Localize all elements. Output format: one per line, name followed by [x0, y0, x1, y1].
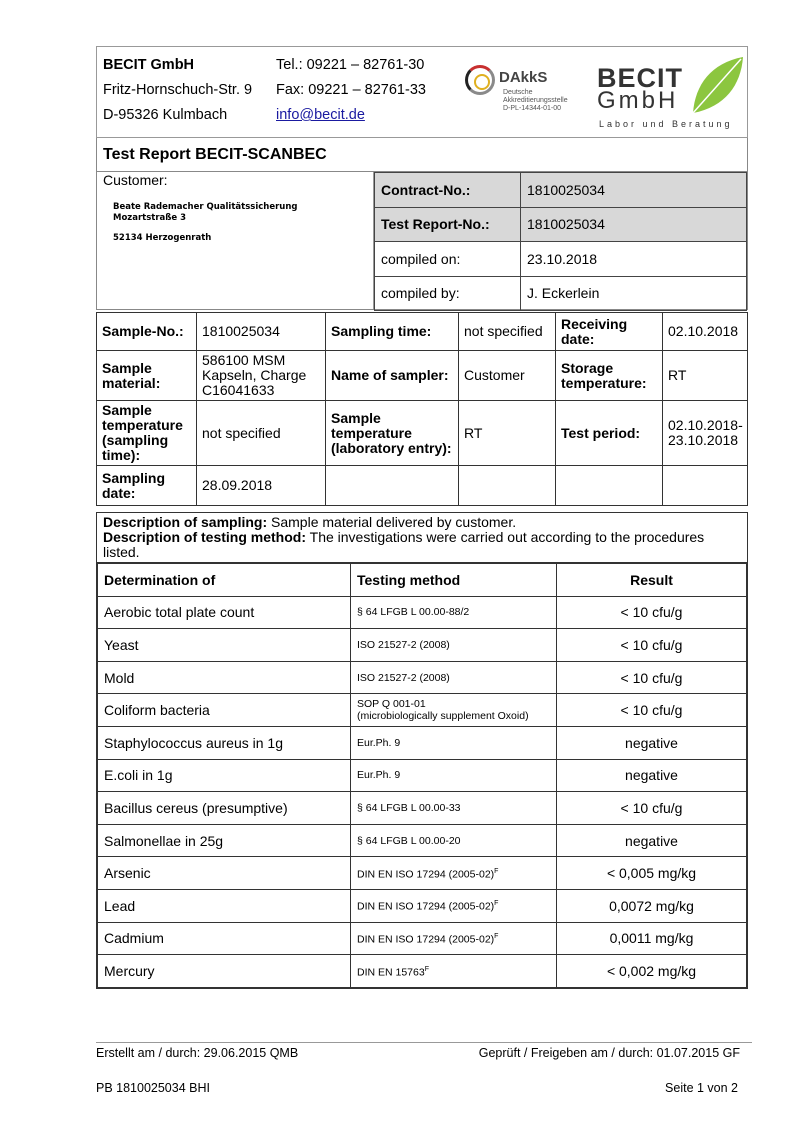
results-section — [96, 512, 748, 989]
compiled-on-label: compiled on: — [375, 242, 521, 277]
table-row — [98, 759, 747, 792]
sample-row-2 — [97, 351, 748, 401]
company-contact — [276, 53, 426, 128]
method-footnote: F — [494, 900, 499, 908]
customer-address — [113, 202, 367, 244]
determination-cell: Aerobic total plate count — [98, 596, 351, 629]
empty-cell — [556, 466, 663, 506]
test-period-label: Test period: — [556, 401, 663, 466]
table-row — [98, 824, 747, 857]
sampling-description-label: Description of sampling: — [103, 514, 268, 530]
dakks-ring-icon — [465, 65, 495, 95]
logo-tagline: Labor und Beratung — [599, 119, 733, 129]
result-cell: < 10 cfu/g — [557, 629, 747, 662]
dakks-line3: D-PL-14344-01-00 — [503, 105, 561, 112]
compiled-by-row — [375, 276, 747, 311]
determination-cell: Staphylococcus aureus in 1g — [98, 726, 351, 759]
result-cell: < 10 cfu/g — [557, 661, 747, 694]
col-header-result: Result — [557, 564, 747, 597]
becit-logo — [597, 55, 747, 131]
method-text: SOP Q 001-01 — [357, 698, 426, 711]
sample-row-4 — [97, 466, 748, 506]
contract-no-label: Contract-No.: — [375, 173, 521, 208]
customer-section — [97, 172, 374, 309]
receiving-date-label: Receiving date: — [556, 313, 663, 351]
sample-material-value: 586100 MSM Kapseln, Charge C16041633 — [197, 351, 326, 401]
sample-material-label: Sample material: — [97, 351, 197, 401]
table-row — [98, 694, 747, 727]
table-row — [98, 629, 747, 662]
results-header-row — [98, 564, 747, 597]
footer-approved: Geprüft / Freigeben am / durch: 01.07.2015 GF — [478, 1046, 740, 1060]
determination-cell: Arsenic — [98, 857, 351, 890]
table-row — [98, 922, 747, 955]
report-no-label: Test Report-No.: — [375, 207, 521, 242]
sample-no-value: 1810025034 — [197, 313, 326, 351]
determination-cell: Cadmium — [98, 922, 351, 955]
table-row — [98, 889, 747, 922]
result-cell: 0,0011 mg/kg — [557, 922, 747, 955]
table-row — [98, 792, 747, 825]
method-text: DIN EN ISO 17294 (2005-02) — [357, 868, 495, 881]
determination-cell: E.coli in 1g — [98, 759, 351, 792]
result-cell: 0,0072 mg/kg — [557, 889, 747, 922]
contract-info — [374, 172, 747, 311]
sampling-time-label: Sampling time: — [326, 313, 459, 351]
results-table — [97, 563, 747, 988]
compiled-by-label: compiled by: — [375, 276, 521, 311]
method-text: ISO 21527-2 (2008) — [357, 671, 450, 684]
temp-sampling-label: Sample temperature (sampling time): — [97, 401, 197, 466]
compiled-on-row — [375, 242, 747, 277]
empty-cell — [326, 466, 459, 506]
footer-created: Erstellt am / durch: 29.06.2015 QMB — [96, 1046, 299, 1060]
method-text: § 64 LFGB L 00.00-33 — [357, 801, 461, 814]
sampling-date-value: 28.09.2018 — [197, 466, 326, 506]
sample-info — [96, 312, 748, 506]
company-name: BECIT GmbH — [103, 57, 195, 73]
dakks-subtitle — [503, 89, 568, 113]
method-description — [103, 530, 741, 560]
determination-cell: Coliform bacteria — [98, 694, 351, 727]
sampling-description — [103, 515, 741, 530]
result-cell: < 10 cfu/g — [557, 694, 747, 727]
customer-city: 52134 Herzogenrath — [113, 233, 212, 243]
table-row — [98, 596, 747, 629]
col-header-determination: Determination of — [98, 564, 351, 597]
method-text: Eur.Ph. 9 — [357, 769, 401, 782]
sampling-description-text: Sample material delivered by customer. — [267, 514, 517, 530]
method-text: DIN EN ISO 17294 (2005-02) — [357, 933, 495, 946]
table-row — [98, 955, 747, 988]
method-text: Eur.Ph. 9 — [357, 736, 401, 749]
method-text: § 64 LFGB L 00.00-88/2 — [357, 606, 470, 619]
sample-table — [96, 312, 748, 506]
table-row — [98, 726, 747, 759]
description — [97, 513, 747, 563]
sample-row-3 — [97, 401, 748, 466]
method-description-label: Description of testing method: — [103, 529, 306, 545]
method-cell — [351, 694, 557, 727]
company-city: D-95326 Kulmbach — [103, 107, 228, 123]
method-cell — [351, 661, 557, 694]
method-cell — [351, 792, 557, 825]
determination-cell: Mercury — [98, 955, 351, 988]
result-cell: negative — [557, 759, 747, 792]
determination-cell: Lead — [98, 889, 351, 922]
method-cell — [351, 629, 557, 662]
method-footnote: F — [494, 933, 499, 941]
contract-no-value: 1810025034 — [521, 173, 747, 208]
method-text: DIN EN 15763 — [357, 966, 425, 979]
company-tel: Tel.: 09221 – 82761-30 — [276, 57, 425, 73]
footer-page: Seite 1 von 2 — [665, 1081, 738, 1095]
contract-row — [375, 173, 747, 208]
method-cell — [351, 889, 557, 922]
method-note: (microbiologically supplement Oxoid) — [357, 710, 529, 723]
result-cell: < 0,002 mg/kg — [557, 955, 747, 988]
method-cell — [351, 922, 557, 955]
logo-gmbh: GmbH — [597, 87, 679, 114]
result-cell: negative — [557, 824, 747, 857]
table-row — [98, 661, 747, 694]
method-text: § 64 LFGB L 00.00-20 — [357, 834, 461, 847]
result-cell: < 10 cfu/g — [557, 596, 747, 629]
temp-lab-label: Sample temperature (laboratory entry): — [326, 401, 459, 466]
test-period-value: 02.10.2018-23.10.2018 — [663, 401, 748, 466]
method-text: DIN EN ISO 17294 (2005-02) — [357, 900, 495, 913]
sampler-label: Name of sampler: — [326, 351, 459, 401]
dakks-line2: Akkreditierungsstelle — [503, 97, 568, 104]
result-cell: < 0,005 mg/kg — [557, 857, 747, 890]
footer-divider — [96, 1042, 752, 1043]
temp-sampling-value: not specified — [197, 401, 326, 466]
method-cell — [351, 824, 557, 857]
sampling-date-label: Sampling date: — [97, 466, 197, 506]
method-footnote: F — [494, 867, 499, 875]
footer-doc-id: PB 1810025034 BHI — [96, 1081, 210, 1095]
method-cell — [351, 955, 557, 988]
determination-cell: Yeast — [98, 629, 351, 662]
report-no-row — [375, 207, 747, 242]
method-cell — [351, 726, 557, 759]
compiled-by-value: J. Eckerlein — [521, 276, 747, 311]
company-address — [103, 53, 252, 128]
determination-cell: Bacillus cereus (presumptive) — [98, 792, 351, 825]
receiving-date-value: 02.10.2018 — [663, 313, 748, 351]
logo-becit: BECIT — [597, 63, 683, 93]
storage-value: RT — [663, 351, 748, 401]
dakks-logo — [465, 61, 575, 121]
method-cell — [351, 596, 557, 629]
table-row — [98, 857, 747, 890]
result-cell: < 10 cfu/g — [557, 792, 747, 825]
sample-row-1 — [97, 313, 748, 351]
letterhead — [96, 46, 748, 138]
customer-street: Mozartstraße 3 — [113, 213, 187, 223]
company-email-link[interactable]: info@becit.de — [276, 107, 365, 123]
compiled-on-value: 23.10.2018 — [521, 242, 747, 277]
determination-cell: Mold — [98, 661, 351, 694]
method-text: ISO 21527-2 (2008) — [357, 638, 450, 651]
method-cell — [351, 857, 557, 890]
leaf-icon — [689, 55, 745, 115]
result-cell: negative — [557, 726, 747, 759]
temp-lab-value: RT — [459, 401, 556, 466]
dakks-name: DAkkS — [499, 69, 548, 86]
company-fax: Fax: 09221 – 82761-33 — [276, 82, 426, 98]
empty-cell — [459, 466, 556, 506]
customer-label: Customer: — [103, 172, 168, 188]
report-title: Test Report BECIT-SCANBEC — [96, 138, 748, 172]
storage-label: Storage temperature: — [556, 351, 663, 401]
empty-cell — [663, 466, 748, 506]
determination-cell: Salmonellae in 25g — [98, 824, 351, 857]
method-cell — [351, 759, 557, 792]
sampler-value: Customer — [459, 351, 556, 401]
method-footnote: F — [424, 965, 429, 973]
customer-name: Beate Rademacher Qualitätssicherung — [113, 202, 298, 212]
col-header-method: Testing method — [351, 564, 557, 597]
customer-block — [96, 172, 748, 310]
report-no-value: 1810025034 — [521, 207, 747, 242]
dakks-line1: Deutsche — [503, 89, 533, 96]
company-street: Fritz-Hornschuch-Str. 9 — [103, 82, 253, 98]
method-description-text: The investigations were carried out according to the procedures listed. — [103, 529, 705, 560]
contract-table — [374, 172, 747, 311]
sampling-time-value: not specified — [459, 313, 556, 351]
sample-no-label: Sample-No.: — [97, 313, 197, 351]
